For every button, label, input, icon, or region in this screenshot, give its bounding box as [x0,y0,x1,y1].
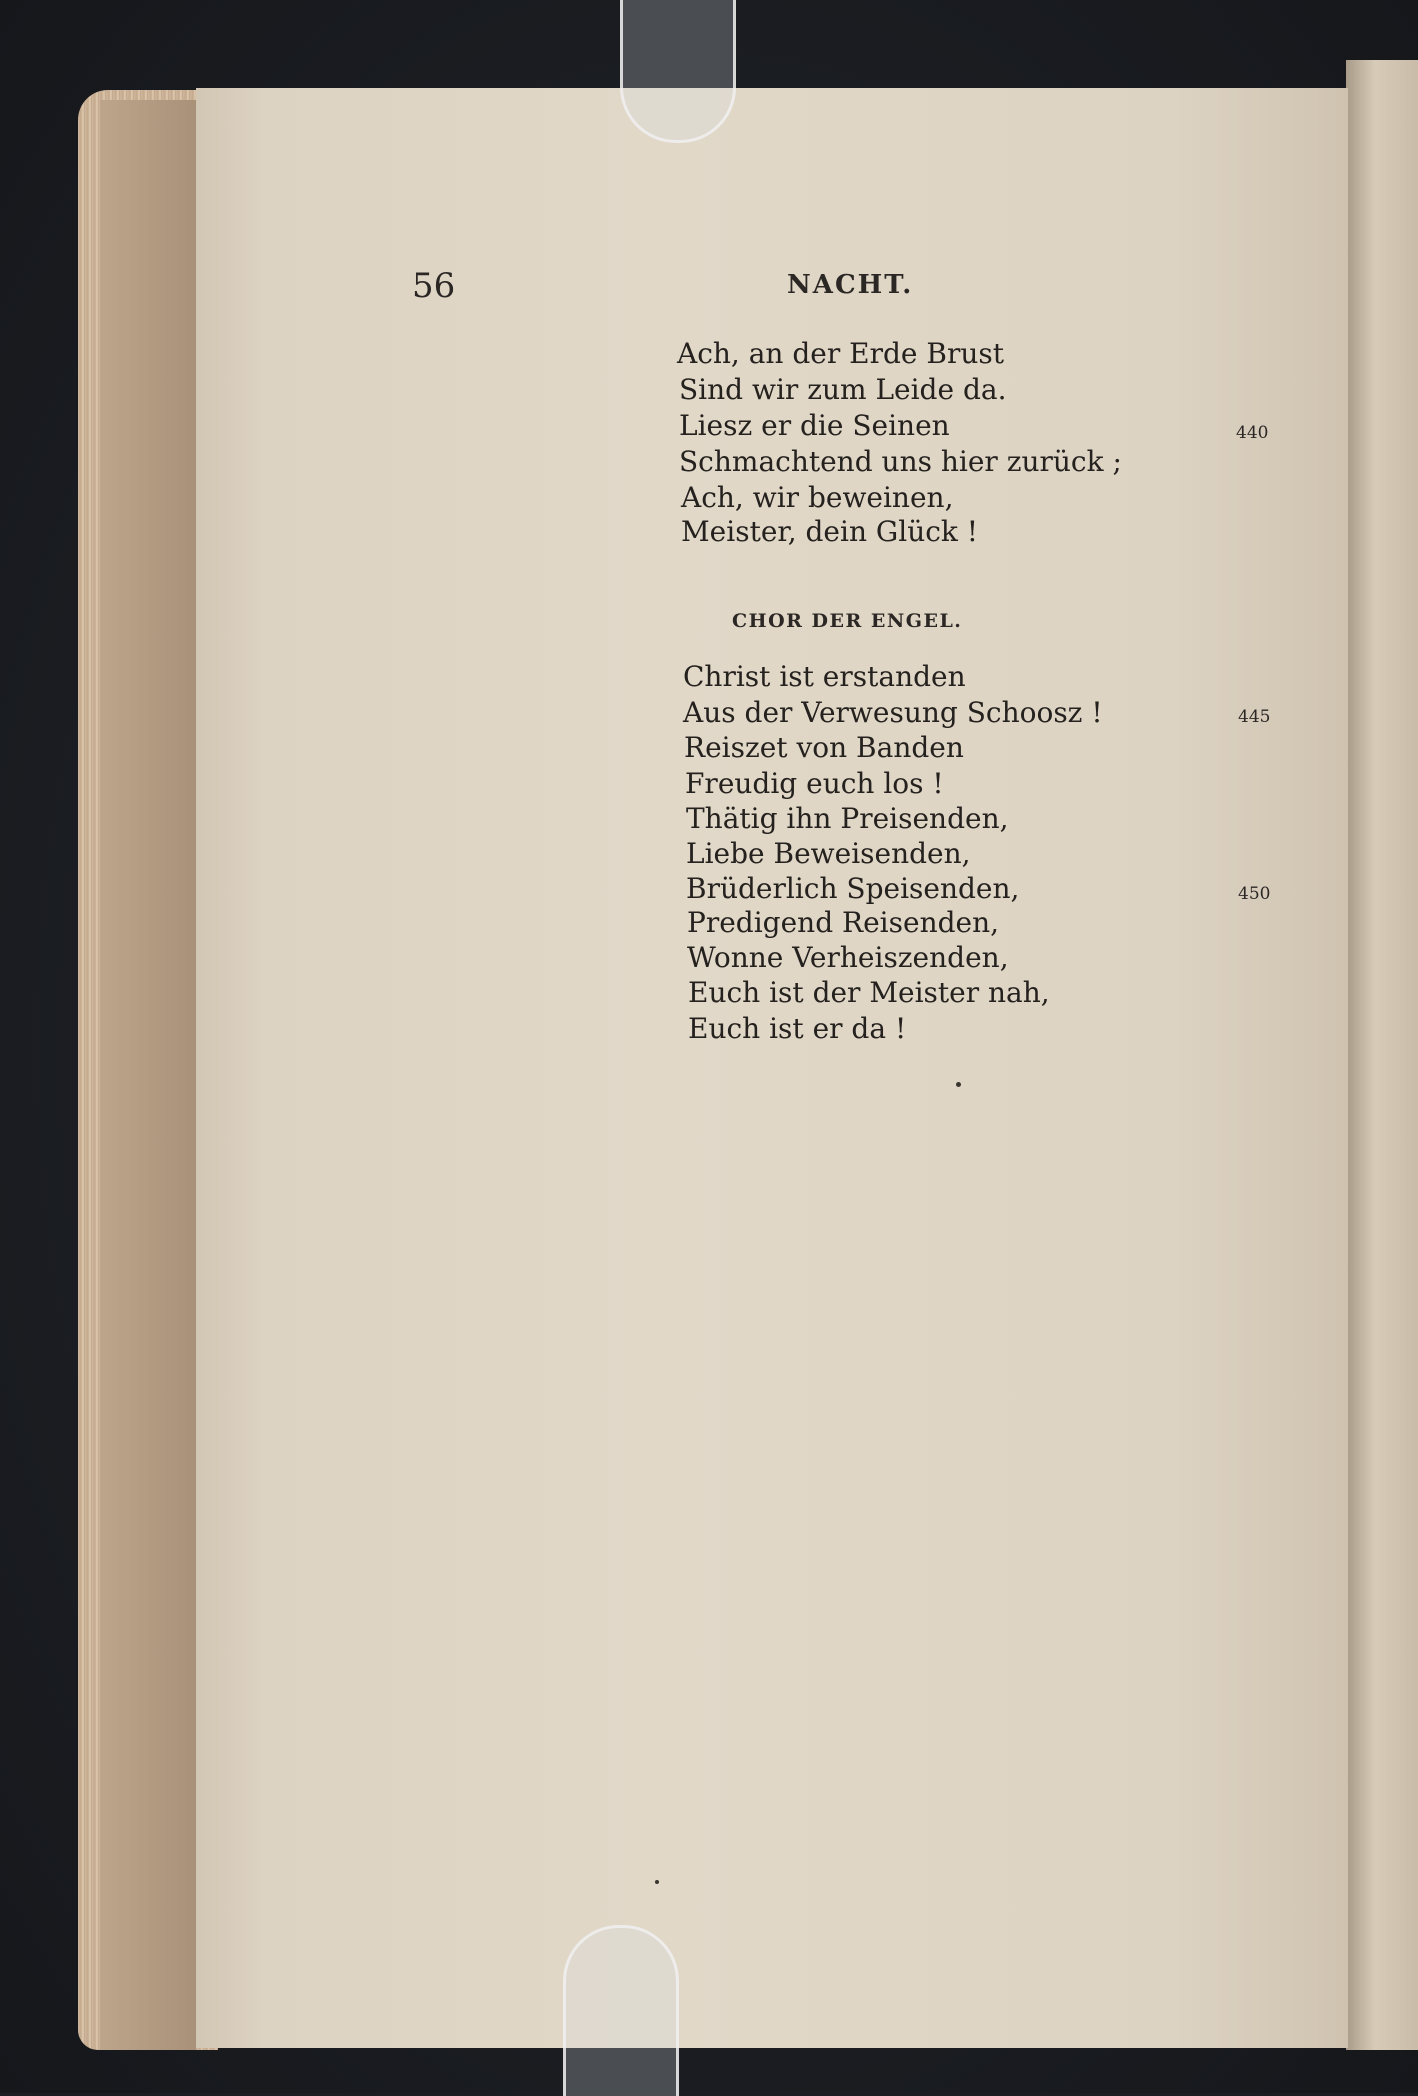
line-number: 450 [1238,884,1271,904]
verse-line: Meister, dein Glück ! [681,515,979,548]
verse-line: Predigend Reisenden, [687,906,1000,939]
page-clip-top [620,0,736,143]
ink-speck [655,1880,659,1884]
verse-line: Sind wir zum Leide da. [679,373,1007,406]
verse-line: Ach, an der Erde Brust [677,337,1004,370]
show-through-text [420,620,1300,1820]
verse-line: Reiszet von Banden [684,731,964,764]
speaker-heading: CHOR DER ENGEL. [732,610,963,632]
page-clip-bottom [563,1925,679,2096]
book-page-edges-inner [100,100,196,2050]
running-head: NACHT. [787,270,914,300]
verse-line: Christ ist erstanden [683,660,966,693]
ink-speck [956,1082,961,1087]
verse-line: Liesz er die Seinen [679,409,950,442]
line-number: 440 [1236,423,1269,443]
verse-line: Brüderlich Speisenden, [686,872,1020,905]
verse-line: Thätig ihn Preisenden, [686,802,1009,835]
page-number: 56 [412,266,456,306]
verse-line: Euch ist er da ! [688,1012,907,1045]
verse-line: Aus der Verwesung Schoosz ! [683,696,1103,729]
facing-page-edge [1346,60,1418,2050]
line-number: 445 [1238,707,1271,727]
verse-line: Euch ist der Meister nah, [688,976,1050,1009]
verse-line: Ach, wir beweinen, [681,481,954,514]
verse-line: Liebe Beweisenden, [686,837,971,870]
verse-line: Wonne Verheiszenden, [687,941,1009,974]
verse-line: Freudig euch los ! [685,767,944,800]
verse-line: Schmachtend uns hier zurück ; [679,445,1122,478]
